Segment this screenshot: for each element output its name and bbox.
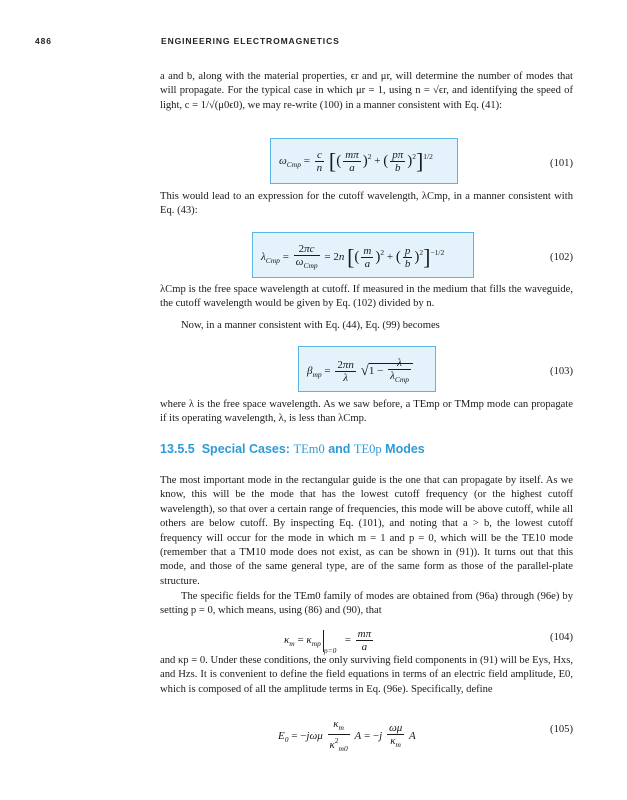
paragraph-5 — [160, 398, 573, 427]
section-tail: Modes — [385, 442, 425, 456]
running-title: ENGINEERING ELECTROMAGNETICS — [161, 36, 340, 46]
section-title: Special Cases: — [201, 442, 290, 456]
paragraph-4-text: Now, in a manner consistent with Eq. (44), Eq. (99) becomes — [181, 320, 440, 331]
equation-101-number: (101) — [550, 158, 573, 169]
paragraph-1 — [160, 70, 573, 113]
paragraph-3 — [160, 283, 573, 312]
equation-103-row — [160, 346, 573, 392]
paragraph-3-text: λCmp is the free space wavelength at cutoff. If measured in the medium that fills the waveguide, the cutoff wavelength would be given by Eq. (102) divided by n. — [160, 284, 573, 310]
section-mode-b: TE0p — [353, 442, 382, 456]
equation-102-row — [160, 232, 573, 278]
section-conj: and — [328, 442, 351, 456]
paragraph-8 — [160, 654, 573, 697]
equation-102: $\lambda_{Cmp}$ = $\frac{2\pi c}{\omega_{Cmp}}$ = 2n [( $\frac{m}{a}$ )$^2$ + ( $\frac{p}{b}$ )$^2$]$^{-1/2}$ — [261, 243, 445, 270]
equation-102-box — [252, 232, 474, 278]
equation-101-row — [160, 138, 573, 184]
equation-103: $\beta_{mp}$ = $\frac{2\pi n}{\lambda}$ √1 − $\frac{\lambda}{\lambda_{Cmp}}$ — [307, 357, 413, 386]
equation-104-number: (104) — [550, 632, 573, 643]
paragraph-2 — [160, 190, 573, 219]
section-mode-a: TEm0 — [293, 442, 325, 456]
equation-101-box — [270, 138, 458, 184]
equation-105-row — [160, 712, 573, 752]
equation-105-number: (105) — [550, 724, 573, 735]
equation-102-number: (102) — [550, 252, 573, 263]
section-number: 13.5.5 — [160, 442, 195, 456]
paragraph-8-text: and κp = 0. Under these conditions, the only surviving field components in (91) will be Eys, Hxs, and Hzs. It is convenient to define the field equations in terms of an electric field amplitude, E0, which is composed of all the amplitude terms in Eq. (96e). Specifically, define — [160, 655, 573, 695]
paragraph-2-text: This would lead to an expression for the cutoff wavelength, λCmp, in a manner consistent with Eq. (43): — [160, 191, 573, 217]
equation-104-row — [160, 620, 573, 654]
page-number: 486 — [35, 36, 52, 46]
paragraph-7-text: The specific fields for the TEm0 family of modes are obtained from (96a) through (96e) by setting p = 0, which means, using (86) and (90), that — [160, 591, 573, 617]
paragraph-1-text: a and b, along with the material properties, ϵr and μr, will determine the number of modes that will propagate. For the typical case in which μr = 1, using n = √ϵr, and identifying the speed of light, c = 1/√(μ0ϵ0), we may re-write (100) in a manner consistent with Eq. (41): — [160, 71, 573, 111]
equation-104: $\kappa_m = \kappa_{mpp=0}$ = $\frac{m\pi}{a}$ — [284, 628, 372, 656]
equation-101: $\omega_{Cmp}$ = $\frac{c}{n}$ [( $\frac{m\pi}{a}$ )$^2$ + ( $\frac{p\pi}{b}$ )$^2$]$^{1/2}$ — [279, 148, 433, 174]
paragraph-7 — [160, 590, 573, 619]
equation-103-number: (103) — [550, 366, 573, 377]
page-header — [35, 36, 595, 50]
paragraph-4 — [160, 319, 573, 333]
equation-105: $E_0 = -j\omega\mu$ $\frac{\kappa_m}{\kappa^2_{m0}}$ A = −j $\frac{\omega\mu}{\kappa_m}$ A — [278, 718, 416, 753]
section-heading — [160, 442, 425, 457]
paragraph-6 — [160, 474, 573, 589]
paragraph-6-text: The most important mode in the rectangular guide is the one that can propagate by itself. As we know, this will be the mode that has the lowest cutoff frequency (or the highest cutoff wavelength), so that over a certain range of frequencies, this mode will be above cutoff, while all others are below cutoff. By inspecting Eq. (101), and noting that a > b, the lowest cutoff frequency will occur for the mode in which m = 1 and p = 0, which will be the TE10 mode (remember that a TM10 mode does not exist, as can be shown in (91)). It turns out that this mode, and those of the same general type, are of the same form as those of the parallel-plate structure. — [160, 475, 573, 587]
paragraph-5-text: where λ is the free space wavelength. As we saw before, a TEmp or TMmp mode can propagate if its operating wavelength, λ, is less than λCmp. — [160, 399, 573, 425]
equation-103-box — [298, 346, 436, 392]
